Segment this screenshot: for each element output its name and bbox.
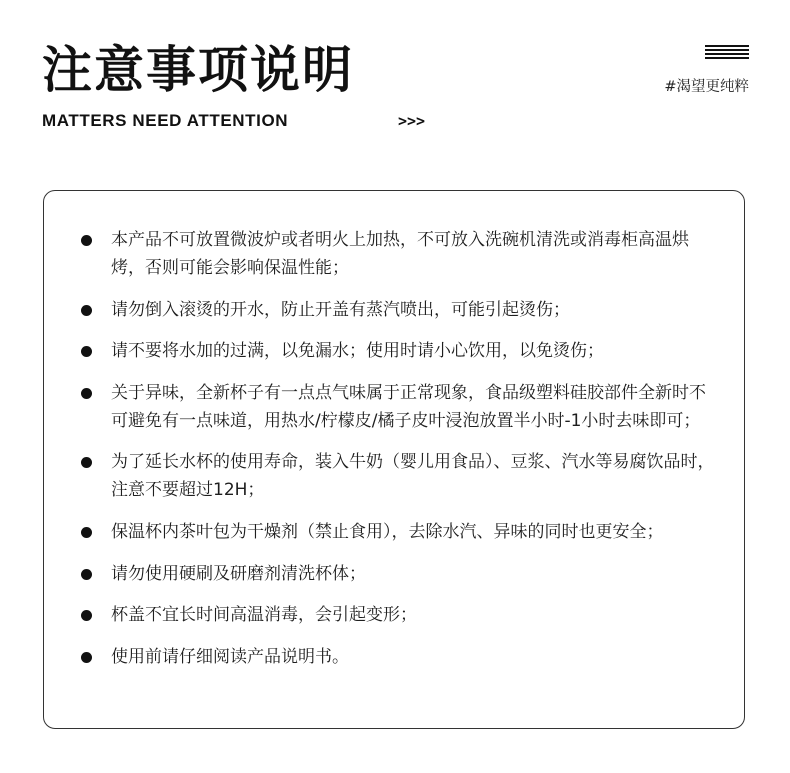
bullet-icon xyxy=(81,652,92,663)
notice-item xyxy=(111,296,719,324)
notice-text: 杯盖不宜长时间高温消毒，会引起变形； xyxy=(111,605,417,626)
notice-text: 保温杯内茶叶包为干燥剂（禁止食用），去除水汽、异味的同时也更安全； xyxy=(111,521,664,542)
notice-text: 关于异味，全新杯子有一点点气味属于正常现象，食品级塑料硅胶部件全新时不可避免有一点味道，用热水/柠檬皮/橘子皮叶浸泡放置半小时-1小时去味即可； xyxy=(111,382,706,431)
notice-item xyxy=(111,226,719,282)
notice-text: 为了延长水杯的使用寿命，装入牛奶（婴儿用食品）、豆浆、汽水等易腐饮品时，注意不要超过12H； xyxy=(111,452,715,501)
notice-item xyxy=(111,560,719,588)
notice-item xyxy=(111,379,719,435)
notice-item xyxy=(111,601,719,629)
notice-item xyxy=(111,518,719,546)
bullet-icon xyxy=(81,305,92,316)
arrows-decoration: >>> xyxy=(398,112,426,130)
bullet-icon xyxy=(81,388,92,399)
page-subtitle: MATTERS NEED ATTENTION xyxy=(42,111,289,130)
bullet-icon xyxy=(81,527,92,538)
slogan-tag: #渴望更纯粹 xyxy=(664,79,749,95)
horizontal-lines-icon xyxy=(705,45,749,59)
notice-text: 使用前请仔细阅读产品说明书。 xyxy=(111,646,349,667)
bullet-icon xyxy=(81,235,92,246)
notice-text: 请不要将水加的过满，以免漏水；使用时请小心饮用，以免烫伤； xyxy=(111,341,604,362)
notice-item xyxy=(111,643,719,671)
notice-text: 请勿倒入滚烫的开水，防止开盖有蒸汽喷出，可能引起烫伤； xyxy=(111,299,570,320)
page-title: 注意事项说明 xyxy=(42,41,354,99)
notice-item xyxy=(111,337,719,365)
bullet-icon xyxy=(81,569,92,580)
notice-list xyxy=(111,226,719,671)
notice-item xyxy=(111,448,719,504)
notice-text: 本产品不可放置微波炉或者明火上加热，不可放入洗碗机清洗或消毒柜高温烘烤，否则可能会影响保温性能； xyxy=(111,230,689,278)
notice-text: 请勿使用硬刷及研磨剂清洗杯体； xyxy=(111,563,366,584)
